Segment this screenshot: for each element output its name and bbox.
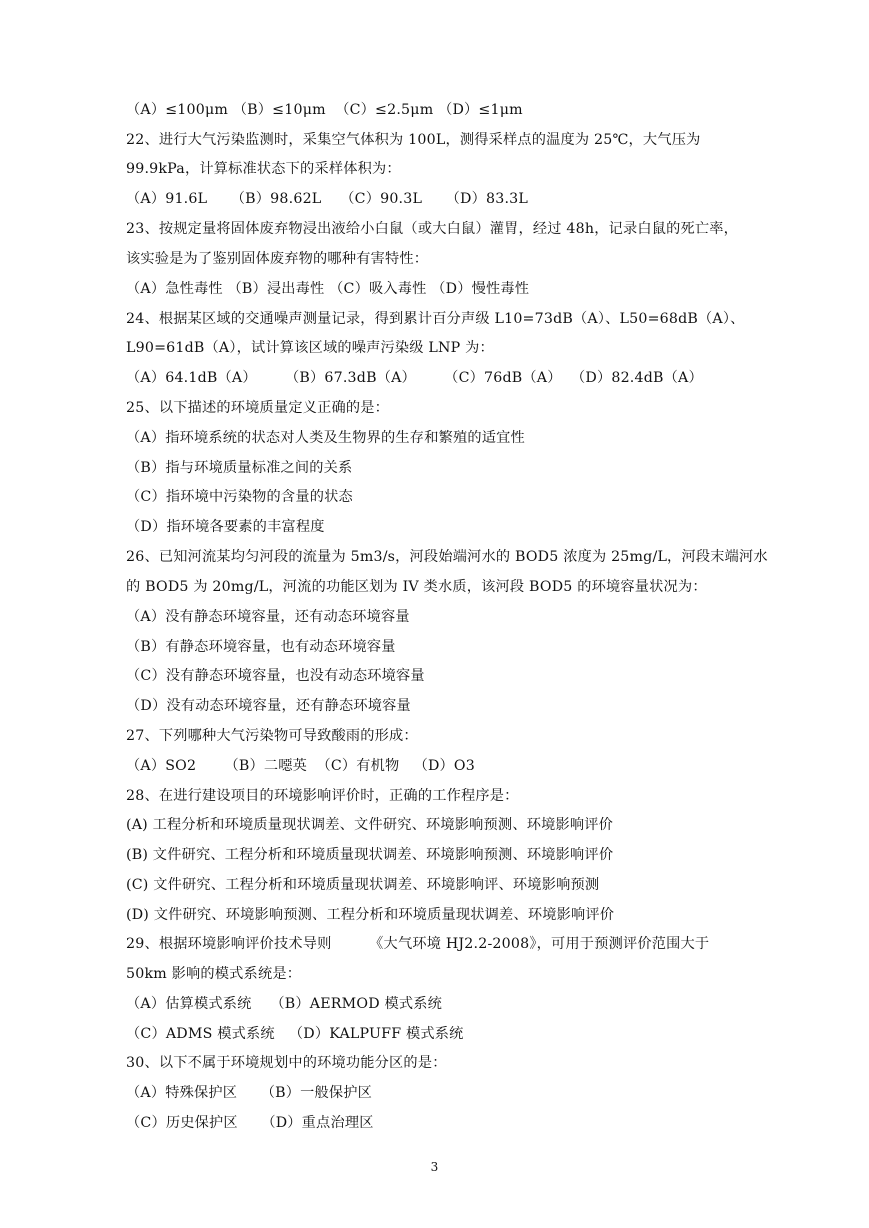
text-line: （A）64.1dB（A） （B）67.3dB（A） （C）76dB（A） （D）82.4dB（A）: [126, 370, 703, 386]
text-line: （A）91.6L （B）98.62L （C）90.3L （D）83.3L: [126, 191, 529, 207]
text-line: （C）历史保护区 （D）重点治理区: [126, 1115, 374, 1131]
text-line: （D）没有动态环境容量，还有静态环境容量: [126, 698, 411, 714]
text-line: 24、根据某区域的交通噪声测量记录，得到累计百分声级 L10=73dB（A）、L50=68dB（A）、: [126, 311, 745, 327]
text-line: L90=61dB（A），试计算该区域的噪声污染级 LNP 为：: [126, 340, 494, 356]
text-line: （B）指与环境质量标准之间的关系: [126, 460, 353, 476]
text-line: 29、根据环境影响评价技术导则 《大气环境 HJ2.2-2008》，可用于预测评价范围大于: [126, 936, 710, 952]
text-line: 25、以下描述的环境质量定义正确的是：: [126, 400, 390, 416]
page-number: 3: [430, 1160, 439, 1174]
text-line: (C) 文件研究、工程分析和环境质量现状调差、环境影响评、环境影响预测: [126, 877, 600, 893]
text-line: （A）估算模式系统 （B）AERMOD 模式系统: [126, 996, 443, 1012]
text-line: 23、按规定量将固体废弃物浸出液给小白鼠（或大白鼠）灌胃，经过 48h，记录白鼠的死亡率，: [126, 221, 739, 237]
text-line: （C）指环境中污染物的含量的状态: [126, 489, 353, 505]
text-line: （A）指环境系统的状态对人类及生物界的生存和繁殖的适宜性: [126, 430, 525, 446]
text-line: 该实验是为了鉴别固体废弃物的哪种有害特性：: [126, 251, 429, 267]
text-line: 27、下列哪种大气污染物可导致酸雨的形成：: [126, 728, 418, 744]
text-line: (B) 文件研究、工程分析和环境质量现状调差、环境影响预测、环境影响评价: [126, 847, 614, 863]
text-line: （A）特殊保护区 （B）一般保护区: [126, 1085, 373, 1101]
text-line: （D）指环境各要素的丰富程度: [126, 519, 325, 535]
text-line: （C）ADMS 模式系统 （D）KALPUFF 模式系统: [126, 1026, 464, 1042]
text-line: （A）急性毒性 （B）浸出毒性 （C）吸入毒性 （D）慢性毒性: [126, 281, 530, 297]
text-line: （A）SO2 （B）二噁英 （C）有机物 （D）O3: [126, 758, 475, 774]
text-line: 28、在进行建设项目的环境影响评价时，正确的工作程序是：: [126, 788, 519, 804]
text-line: （A）没有静态环境容量，还有动态环境容量: [126, 609, 410, 625]
text-line: 26、已知河流某均匀河段的流量为 5m3/s，河段始端河水的 BOD5 浓度为 25mg/L，河段末端河水: [126, 549, 768, 565]
text-line: 50km 影响的模式系统是：: [126, 966, 302, 982]
text-line: （A）≤100μm （B）≤10μm （C）≤2.5μm （D）≤1μm: [126, 102, 523, 118]
text-line: 22、进行大气污染监测时，采集空气体积为 100L，测得采样点的温度为 25℃，大气压为: [126, 132, 701, 148]
text-line: 的 BOD5 为 20mg/L，河流的功能区划为 IV 类水质，该河段 BOD5 的环境容量状况为：: [126, 579, 707, 595]
text-line: (D) 文件研究、环境影响预测、工程分析和环境质量现状调差、环境影响评价: [126, 907, 615, 923]
text-line: 30、以下不属于环境规划中的环境功能分区的是：: [126, 1055, 447, 1071]
text-line: （B）有静态环境容量，也有动态环境容量: [126, 639, 396, 655]
text-line: 99.9kPa，计算标准状态下的采样体积为：: [126, 161, 401, 177]
text-line: (A) 工程分析和环境质量现状调差、文件研究、环境影响预测、环境影响评价: [126, 817, 614, 833]
text-line: （C）没有静态环境容量，也没有动态环境容量: [126, 668, 425, 684]
